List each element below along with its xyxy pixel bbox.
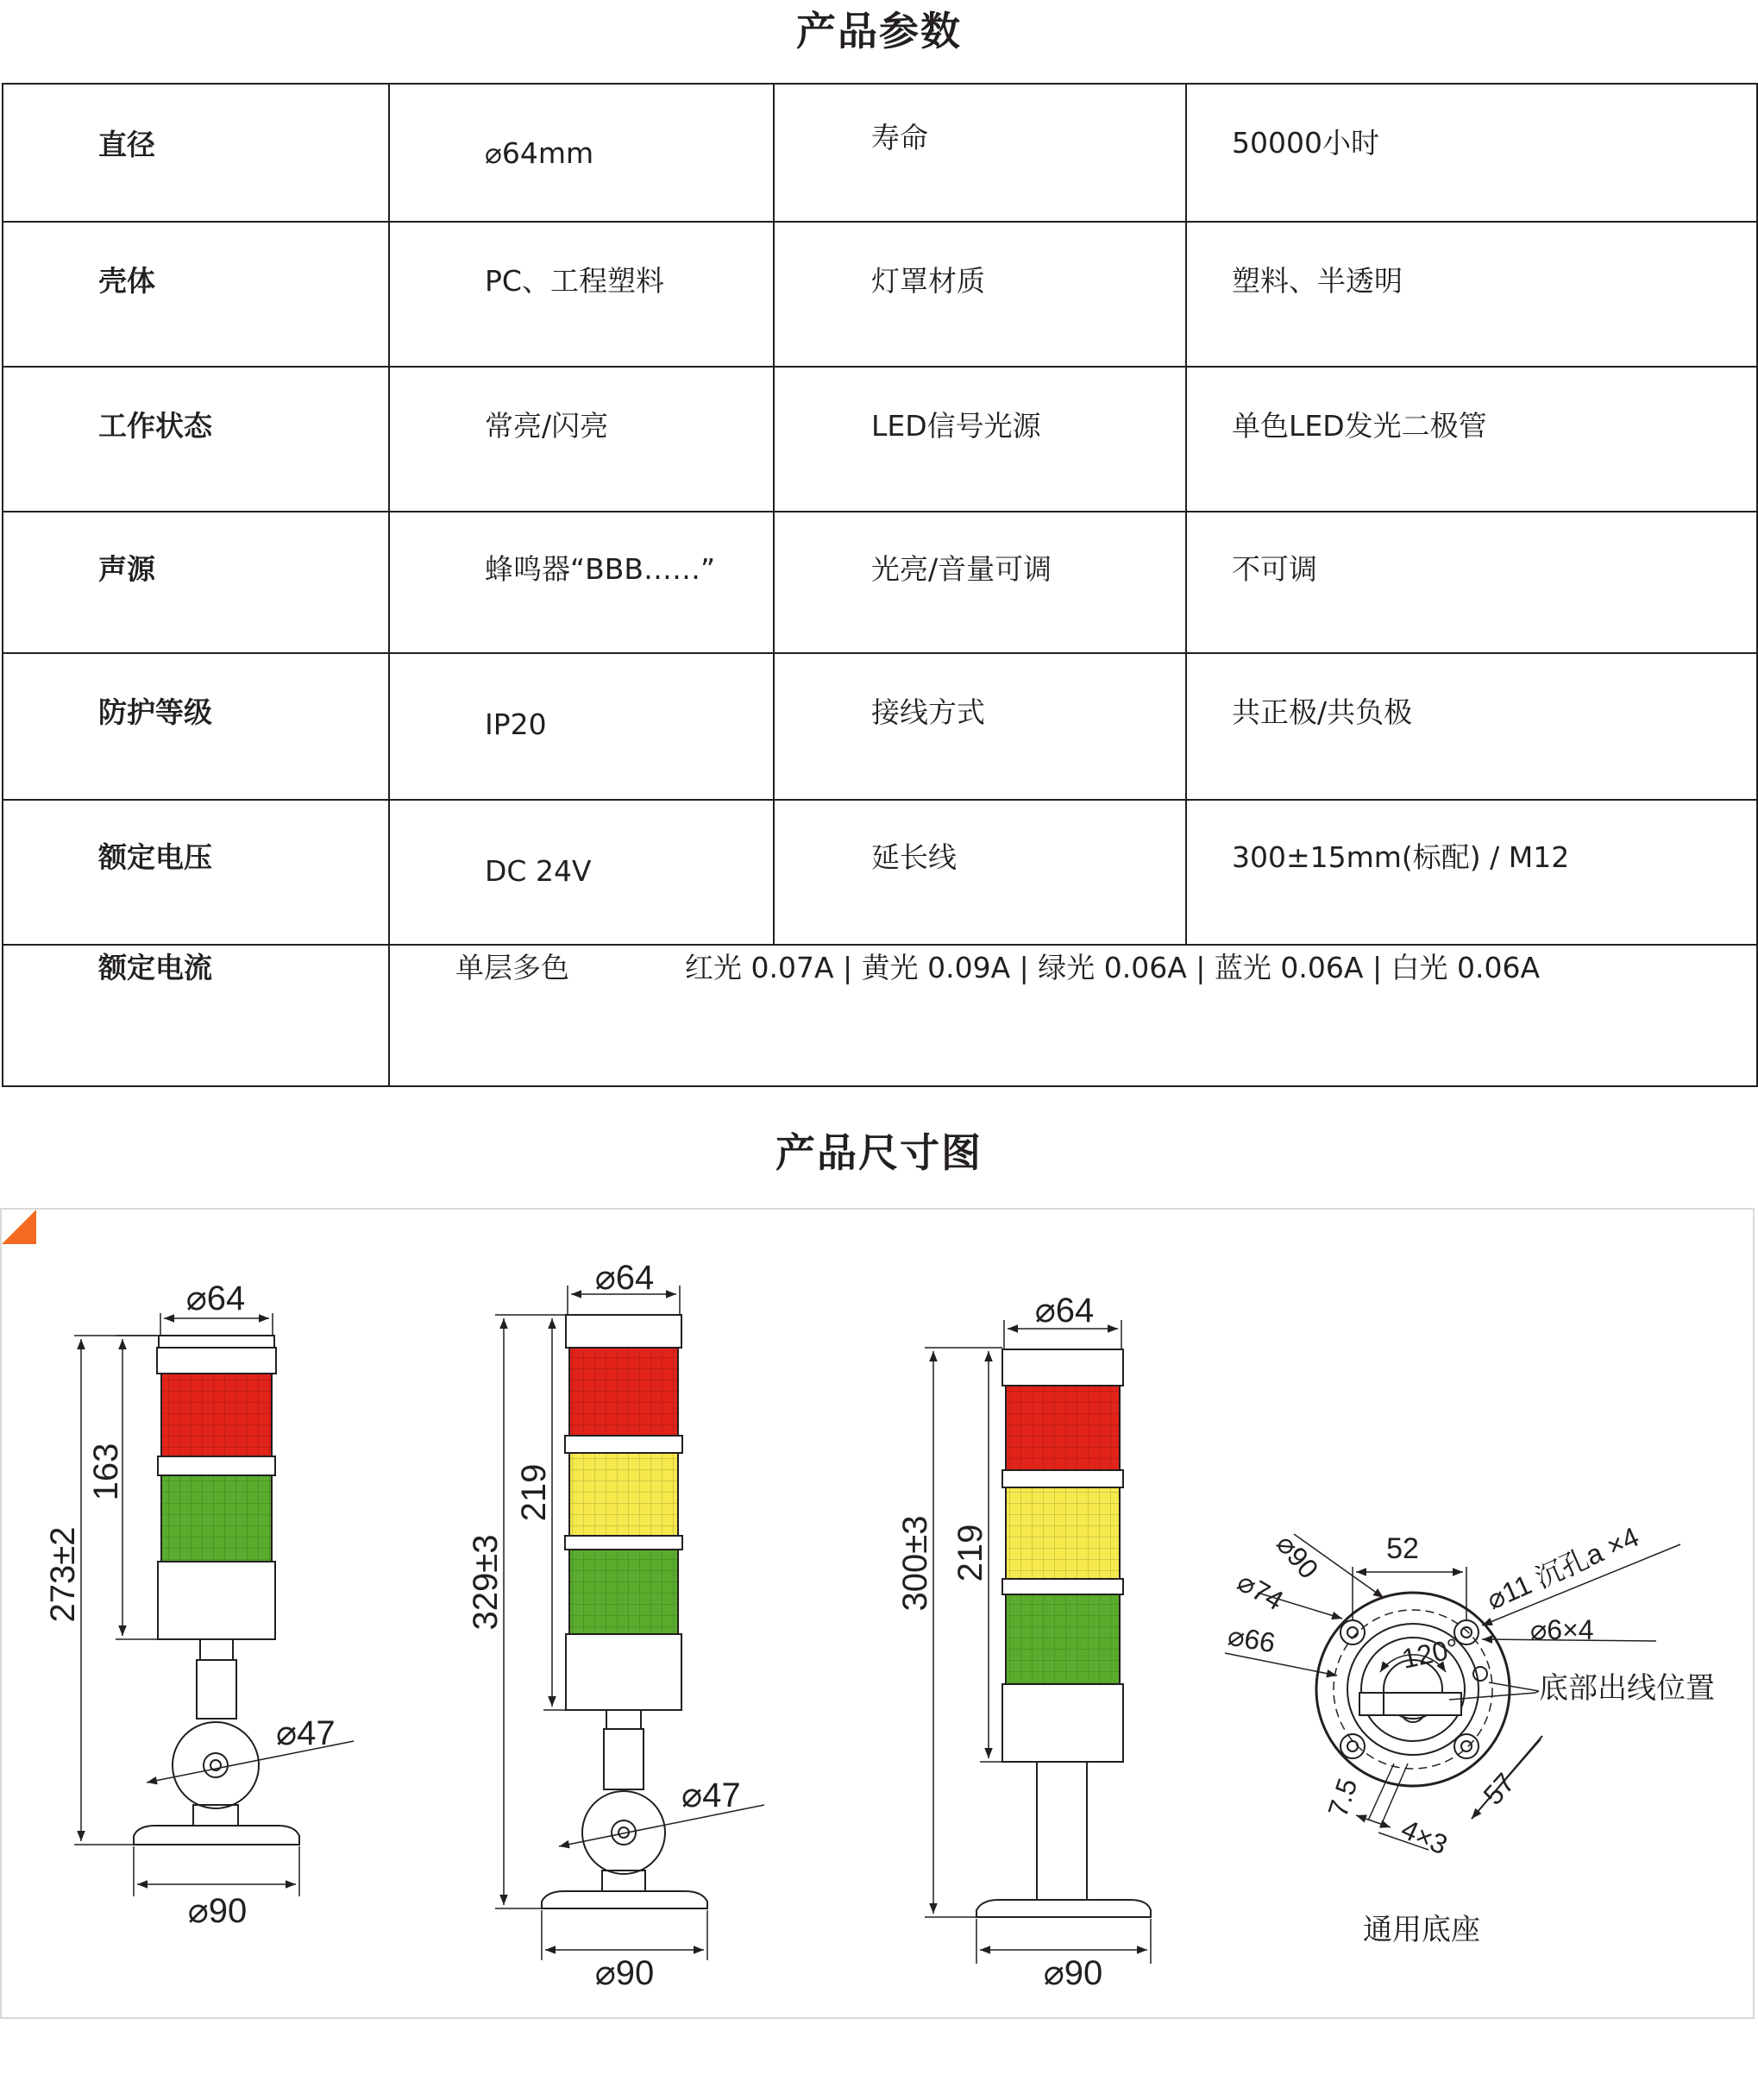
joint [582,1791,665,1874]
drawing-3 [925,1320,1151,1964]
d1-base-dia: ⌀90 [187,1892,248,1930]
spec-label: 工作状态 [3,367,389,512]
base-span: 52 [1386,1532,1419,1565]
spec-label-2: 灯罩材质 [774,222,1186,367]
base-dim57: 57 [1477,1767,1522,1811]
tower-body [158,1562,275,1639]
d1-total-height: 273±2 [44,1526,82,1623]
cap-top [159,1336,274,1348]
cap [157,1348,276,1374]
spec-label-2: LED信号光源 [774,367,1186,512]
spec-value: 常亮/闪亮 [389,367,774,512]
base-d90: ⌀90 [1270,1528,1325,1585]
base-angle: 120° [1398,1632,1462,1675]
d3-base-dia: ⌀90 [1043,1954,1103,1992]
spec-label-2: 延长线 [774,800,1186,945]
spec-value: PC、工程塑料 [389,222,774,367]
current-sub-label: 单层多色 [455,951,569,984]
spec-label: 额定电流 [3,945,389,1086]
cap [1002,1349,1123,1386]
mount-hole [1340,1734,1365,1758]
d3-head-height: 219 [951,1524,989,1582]
base [976,1900,1151,1917]
current-values: 红光 0.07A | 黄光 0.09A | 绿光 0.06A | 蓝光 0.06A | 白光 0.06A [685,951,1541,984]
spec-value-2: 共正极/共负极 [1186,653,1757,800]
neck [200,1639,233,1660]
base [134,1826,299,1845]
spec-label: 声源 [3,512,389,653]
d2-head-height: 219 [515,1463,553,1522]
tower-body [1002,1684,1123,1762]
d2-base-dia: ⌀90 [594,1954,655,1992]
stem [197,1660,236,1719]
spec-label: 额定电压 [3,800,389,945]
wire-slot [1359,1693,1461,1715]
d1-head-height: 163 [87,1443,125,1501]
base-caption: 通用底座 [1363,1914,1480,1946]
stem [604,1729,644,1789]
d1-top-dia: ⌀64 [185,1279,246,1317]
base-dim7-5: 7.5 [1322,1774,1364,1821]
spec-label-2: 寿命 [774,84,1186,222]
spec-value: 蜂鸣器“BBB……” [389,512,774,653]
wire-exit-label: 底部出线位置 [1539,1672,1715,1705]
drawing-2 [495,1286,764,1960]
base-hole-large: ⌀11 沉孔a ×4 [1482,1520,1644,1616]
spec-value: IP20 [389,653,774,800]
spec-label: 直径 [3,84,389,222]
base-d74: ⌀74 [1232,1565,1290,1617]
base [542,1891,707,1908]
spec-value-2: 50000小时 [1186,84,1757,222]
tier-divider [1002,1579,1123,1594]
spec-value-2: 塑料、半透明 [1186,222,1757,367]
base-hole-small: ⌀6×4 [1530,1614,1594,1645]
cap [566,1315,681,1348]
d2-top-dia: ⌀64 [594,1259,655,1297]
neck [606,1710,641,1729]
spec-value-2: 300±15mm(标配) / M12 [1186,800,1757,945]
mount-hole [1454,1620,1479,1644]
d2-total-height: 329±3 [467,1534,505,1631]
spec-label: 防护等级 [3,653,389,800]
spec-value: ⌀64mm [389,84,774,222]
tier-divider [565,1536,682,1550]
spec-value-2: 单色LED发光二极管 [1186,367,1757,512]
mount-hole [1454,1734,1479,1758]
spec-label: 壳体 [3,222,389,367]
joint [173,1722,259,1808]
d2-joint-dia: ⌀47 [681,1776,741,1814]
base-d66: ⌀66 [1225,1619,1278,1659]
base-slot: 4×3 [1397,1813,1453,1861]
spec-section-title: 产品参数 [796,8,962,54]
tier-divider [1002,1470,1123,1487]
mount-hole [1340,1620,1365,1644]
tier-divider [565,1436,682,1453]
spec-label-2: 光亮/音量可调 [774,512,1186,653]
pole [1037,1762,1087,1900]
spec-value-2: 不可调 [1186,512,1757,653]
spec-value: DC 24V [389,800,774,945]
spec-label-2: 接线方式 [774,653,1186,800]
tower-body [566,1634,681,1710]
dimension-section-title: 产品尺寸图 [775,1129,983,1176]
drawing-1 [74,1313,354,1896]
tier-divider [158,1456,275,1475]
d3-top-dia: ⌀64 [1034,1292,1095,1330]
d1-joint-dia: ⌀47 [276,1714,336,1752]
d3-total-height: 300±3 [896,1515,934,1612]
